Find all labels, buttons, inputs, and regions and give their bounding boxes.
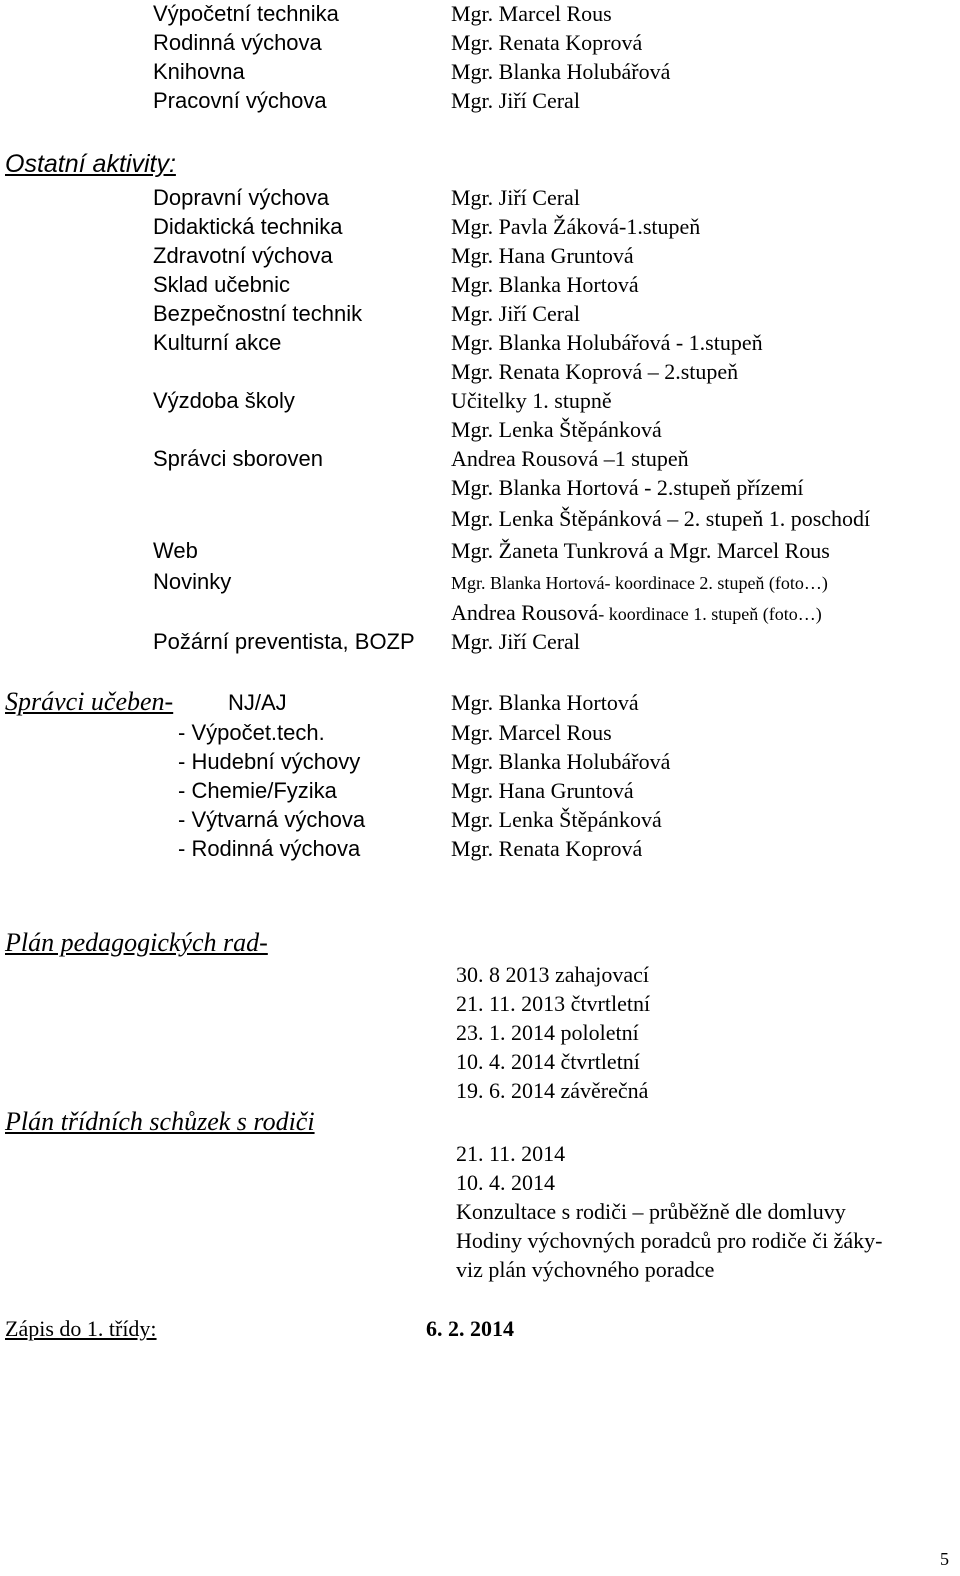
page-number: 5 xyxy=(940,1549,949,1569)
role-label: Pracovní výchova xyxy=(153,88,327,113)
role-label: Knihovna xyxy=(153,59,245,84)
role-label: Sklad učebnic xyxy=(153,272,290,297)
person-name: Mgr. Pavla Žáková-1.stupeň xyxy=(451,214,701,239)
role-label: Požární preventista, BOZP xyxy=(153,629,415,654)
person-name: Mgr. Jiří Ceral xyxy=(451,88,580,113)
enrollment-label: Zápis do 1. třídy: xyxy=(5,1316,157,1341)
section-heading-ostatni: Ostatní aktivity: xyxy=(5,150,176,178)
section-heading-schuzky: Plán třídních schůzek s rodiči xyxy=(5,1107,315,1136)
meeting-date: 10. 4. 2014 xyxy=(456,1170,555,1195)
consultation-note: viz plán výchovného poradce xyxy=(456,1257,715,1282)
coordination-note: - koordinace 1. stupeň (foto…) xyxy=(598,604,822,624)
role-label: - Výtvarná výchova xyxy=(178,807,366,832)
role-label: - Hudební výchovy xyxy=(178,749,361,774)
role-label: Kulturní akce xyxy=(153,330,282,355)
consultation-note: Hodiny výchovných poradců pro rodiče či žáky- xyxy=(456,1228,883,1253)
person-name-part: Andrea Rousová xyxy=(451,600,599,625)
person-name: Mgr. Blanka Holubářová xyxy=(451,59,671,84)
role-label: - Výpočet.tech. xyxy=(178,720,325,745)
person-name: Mgr. Blanka Hortová - 2.stupeň přízemí xyxy=(451,475,804,500)
role-label: Novinky xyxy=(153,569,232,594)
role-label: - Rodinná výchova xyxy=(178,836,361,861)
person-name: Mgr. Blanka Hortová xyxy=(451,272,639,297)
section-heading-spravci: Správci učeben- xyxy=(5,687,174,716)
role-label: Didaktická technika xyxy=(153,214,343,239)
role-label: Rodinná výchova xyxy=(153,30,322,55)
role-label: Výzdoba školy xyxy=(153,388,295,413)
consultation-note: Konzultace s rodiči – průběžně dle domluvy xyxy=(456,1199,846,1224)
meeting-date: 30. 8 2013 zahajovací xyxy=(456,962,650,987)
person-name: Mgr. Lenka Štěpánková – 2. stupeň 1. poschodí xyxy=(451,506,871,531)
meeting-date: 21. 11. 2014 xyxy=(456,1141,566,1166)
role-label: Správci sboroven xyxy=(153,446,323,471)
role-label: Zdravotní výchova xyxy=(153,243,333,268)
person-name: Mgr. Blanka Hortová xyxy=(451,690,639,715)
role-label: Dopravní výchova xyxy=(153,185,330,210)
enrollment-date: 6. 2. 2014 xyxy=(426,1316,514,1341)
person-name: Mgr. Marcel Rous xyxy=(451,1,612,26)
role-label: NJ/AJ xyxy=(228,690,287,715)
person-name: Mgr. Hana Gruntová xyxy=(451,778,634,803)
person-name: Mgr. Žaneta Tunkrová a Mgr. Marcel Rous xyxy=(451,538,830,563)
person-name: Mgr. Lenka Štěpánková xyxy=(451,417,662,442)
person-name: Mgr. Jiří Ceral xyxy=(451,629,580,654)
person-name: Mgr. Renata Koprová xyxy=(451,30,643,55)
person-name: Mgr. Blanka Hortová- koordinace 2. stupeň (foto…) xyxy=(451,573,828,593)
person-name: Mgr. Blanka Holubářová xyxy=(451,749,671,774)
person-name: Učitelky 1. stupně xyxy=(451,388,612,413)
person-name: Mgr. Hana Gruntová xyxy=(451,243,634,268)
person-name: Mgr. Lenka Štěpánková xyxy=(451,807,662,832)
role-label: - Chemie/Fyzika xyxy=(178,778,337,803)
person-name: Mgr. Jiří Ceral xyxy=(451,185,580,210)
meeting-date: 19. 6. 2014 závěrečná xyxy=(456,1078,649,1103)
meeting-date: 23. 1. 2014 pololetní xyxy=(456,1020,639,1045)
person-name: Mgr. Renata Koprová xyxy=(451,836,643,861)
person-name: Mgr. Jiří Ceral xyxy=(451,301,580,326)
person-name: Andrea Rousová –1 stupeň xyxy=(451,446,689,471)
role-label: Bezpečnostní technik xyxy=(153,301,363,326)
role-label: Výpočetní technika xyxy=(153,1,339,26)
role-label: Web xyxy=(153,538,198,563)
person-name: Mgr. Blanka Holubářová - 1.stupeň xyxy=(451,330,763,355)
person-name xyxy=(451,602,822,624)
person-name: Mgr. Renata Koprová – 2.stupeň xyxy=(451,359,739,384)
person-name: Mgr. Marcel Rous xyxy=(451,720,612,745)
meeting-date: 21. 11. 2013 čtvrtletní xyxy=(456,991,651,1016)
section-heading-rady: Plán pedagogických rad- xyxy=(5,928,268,957)
meeting-date: 10. 4. 2014 čtvrtletní xyxy=(456,1049,640,1074)
